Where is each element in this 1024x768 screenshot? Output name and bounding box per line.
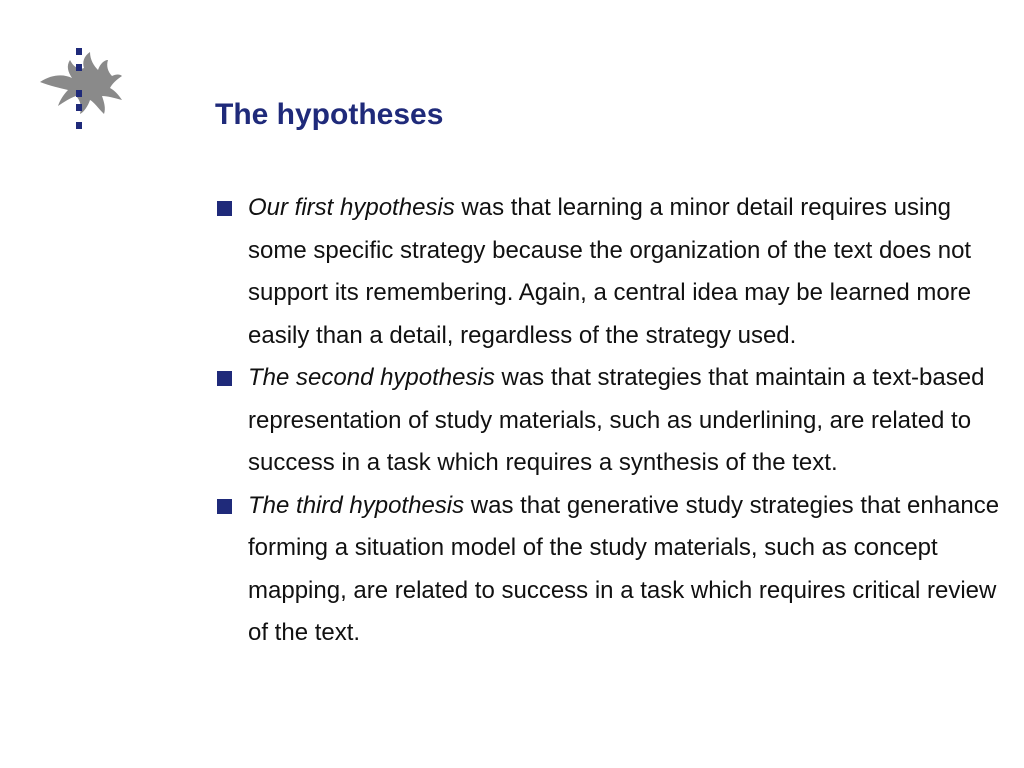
square-bullet-icon [217,201,232,216]
bullet-text: was that learning a minor detail requires using some specific strategy because the organization of the text does not support its remembering. Again, a central idea may be learned more easily than a detail, regardless of the strategy used. [248,194,972,349]
logo-dot [76,64,82,71]
square-bullet-icon [217,499,232,514]
bullet-text: was that strategies that maintain a text-based representation of study materials, such as underlining, are related to success in a task which requires a synthesis of the text. [248,364,985,476]
logo-dot [76,122,82,129]
slide-title: The hypotheses [215,98,444,131]
bullet-lead: The third hypothesis [248,491,465,519]
university-flame-logo-icon [36,44,128,136]
bullet-lead: Our first hypothesis [248,194,455,221]
logo-dot [76,48,82,55]
list-item [215,187,1005,357]
list-item [215,485,1005,655]
bullet-lead: The second hypothesis [248,364,495,391]
logo-dot [76,90,82,97]
hypotheses-list [215,187,1005,655]
square-bullet-icon [217,371,232,386]
logo-dot [76,104,82,111]
list-item [215,357,1005,485]
bullet-text: was that generative study strategies that enhance forming a situation model of the study materials, such as concept mapping, are related to success in a task which requires critical review of the text. [248,491,1000,646]
